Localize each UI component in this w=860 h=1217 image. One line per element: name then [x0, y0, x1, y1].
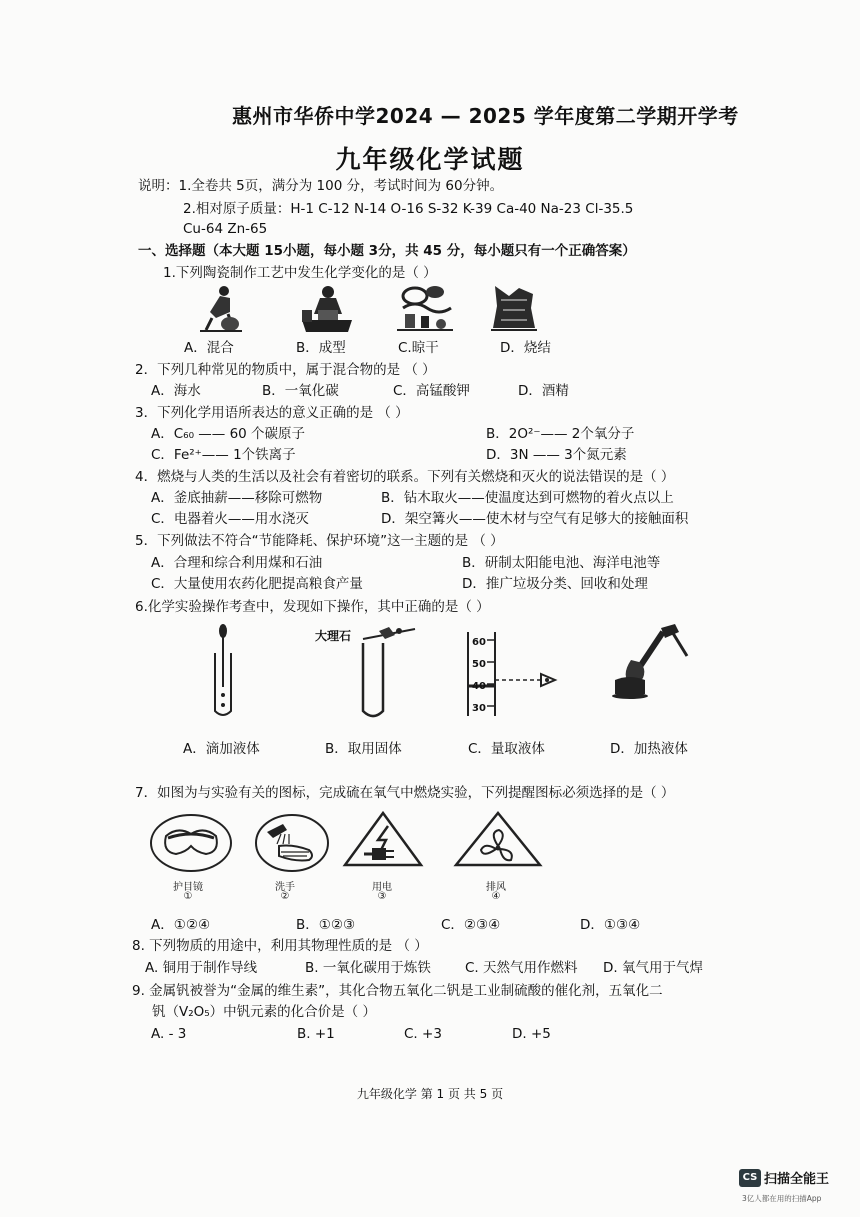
icon-num-4: ④ — [491, 891, 501, 902]
page-footer: 九年级化学 第 1 页 共 5 页 — [356, 1087, 504, 1101]
q5-option-d: D．推广垃圾分类、回收和处理 — [462, 576, 648, 592]
scanner-app-name: 扫描全能王 — [764, 1172, 830, 1187]
icon-label-goggles: 护目镜 — [173, 882, 203, 893]
q7-option-c: C．②③④ — [441, 917, 501, 933]
q5-option-a: A．合理和综合利用煤和石油 — [151, 555, 323, 571]
electricity-icon — [342, 810, 424, 868]
q3-stem: 3．下列化学用语所表达的意义正确的是 （ ） — [135, 405, 409, 421]
q9-option-d: D. +5 — [512, 1026, 551, 1042]
icon-label-wash: 洗手 — [275, 882, 295, 893]
icon-num-3: ③ — [377, 891, 387, 902]
scanner-logo-icon: CS — [739, 1169, 761, 1187]
q4-option-d: D．架空篝火——使木材与空气有足够大的接触面积 — [381, 511, 689, 527]
q4-option-b: B．钻木取火——使温度达到可燃物的着火点以上 — [381, 490, 674, 506]
q3-option-b: B．2O²⁻—— 2个氧分子 — [486, 426, 635, 442]
q6-option-c: C．量取液体 — [468, 741, 545, 757]
icon-num-1: ① — [183, 891, 193, 902]
heating-liquid-image — [605, 620, 689, 700]
kiln-firing-image — [489, 282, 539, 334]
q3-option-c: C．Fe²⁺—— 1个铁离子 — [151, 447, 296, 463]
q7-stem: 7．如图为与实验有关的图标，完成硫在氧气中燃烧实验，下列提醒图标必须选择的是（ ） — [135, 785, 675, 801]
q6-option-d: D．加热液体 — [610, 741, 688, 757]
q4-stem: 4．燃烧与人类的生活以及社会有着密切的联系。下列有关燃烧和灭火的说法错误的是（ ） — [135, 469, 675, 485]
q2-option-c: C．高锰酸钾 — [393, 383, 470, 399]
q4-option-c: C．电器着火——用水浇灭 — [151, 511, 309, 527]
q2-option-d: D．酒精 — [518, 383, 569, 399]
q3-option-d: D．3N —— 3个氮元素 — [486, 447, 627, 463]
q9-stem-2: 钒（V₂O₅）中钒元素的化合价是（ ） — [152, 1004, 376, 1020]
icon-label-vent: 排风 — [486, 882, 506, 893]
section-heading: 一、选择题（本大题 15小题，每小题 3分，共 45 分，每小题只有一个正确答案） — [138, 243, 636, 259]
q2-option-b: B．一氧化碳 — [262, 383, 339, 399]
q1-option-a: A．混合 — [184, 340, 234, 356]
q8-option-d: D. 氧气用于气焊 — [603, 960, 703, 976]
scanner-watermark — [739, 1167, 829, 1187]
drying-pottery-image — [395, 282, 455, 334]
exam-title: 九年级化学试题 — [335, 145, 525, 174]
q7-option-b: B．①②③ — [296, 917, 356, 933]
icon-label-electric: 用电 — [372, 882, 392, 893]
handwashing-icon — [253, 812, 331, 874]
mixing-worker-image — [196, 284, 244, 334]
tick-40: 40 — [472, 681, 486, 692]
q7-option-a: A．①②④ — [151, 917, 211, 933]
marble-label: 大理石 — [315, 629, 352, 643]
q9-option-a: A. - 3 — [151, 1026, 187, 1042]
q6-option-a: A．滴加液体 — [183, 741, 260, 757]
q5-stem: 5．下列做法不符合“节能降耗、保护环境”这一主题的是 （ ） — [135, 533, 504, 549]
q5-option-b: B．研制太阳能电池、海洋电池等 — [462, 555, 661, 571]
q9-option-c: C. +3 — [404, 1026, 442, 1042]
q1-option-c: C.晾干 — [398, 340, 439, 356]
q8-stem: 8. 下列物质的用途中，利用其物理性质的是 （ ） — [132, 938, 428, 954]
tick-30: 30 — [472, 703, 486, 714]
dropper-in-tube-image — [208, 623, 238, 721]
q1-option-b: B．成型 — [296, 340, 346, 356]
goggles-icon — [148, 812, 234, 874]
q2-option-a: A．海水 — [151, 383, 201, 399]
q3-option-a: A．C₆₀ —— 60 个碳原子 — [151, 426, 306, 442]
q2-stem: 2．下列几种常见的物质中，属于混合物的是 （ ） — [135, 362, 436, 378]
notes-line-1: 说明：1.全卷共 5页，满分为 100 分，考试时间为 60分钟。 — [138, 178, 504, 194]
q9-option-b: B. +1 — [297, 1026, 335, 1042]
q1-option-d: D．烧结 — [500, 340, 551, 356]
q5-option-c: C．大量使用农药化肥提高粮食产量 — [151, 576, 363, 592]
tick-50: 50 — [472, 659, 486, 670]
q8-option-b: B. 一氧化碳用于炼铁 — [305, 960, 431, 976]
q8-option-c: C. 天然气用作燃料 — [465, 960, 578, 976]
ventilation-icon — [453, 810, 543, 868]
solid-into-tube-image — [355, 621, 417, 723]
forming-worker-image — [298, 284, 356, 334]
icon-num-2: ② — [280, 891, 290, 902]
q6-option-b: B．取用固体 — [325, 741, 402, 757]
scanner-tagline: 3亿人都在用的扫描App — [742, 1194, 822, 1203]
q9-stem: 9. 金属钒被誉为“金属的维生素”，其化合物五氧化二钒是工业制硫酸的催化剂，五氧化二 — [132, 983, 663, 999]
notes-line-2: 2.相对原子质量：H-1 C-12 N-14 O-16 S-32 K-39 Ca-40 Na-23 Cl-35.5 — [183, 201, 634, 217]
q6-stem: 6.化学实验操作考查中，发现如下操作，其中正确的是（ ） — [135, 599, 490, 615]
school-title: 惠州市华侨中学2024 — 2025 学年度第二学期开学考 — [232, 104, 739, 128]
q8-option-a: A. 铜用于制作导线 — [145, 960, 258, 976]
q1-stem: 1.下列陶瓷制作工艺中发生化学变化的是（ ） — [163, 265, 437, 281]
q7-option-d: D．①③④ — [580, 917, 641, 933]
q4-option-a: A．釜底抽薪——移除可燃物 — [151, 490, 323, 506]
tick-60: 60 — [472, 637, 486, 648]
notes-line-3: Cu-64 Zn-65 — [183, 221, 268, 237]
